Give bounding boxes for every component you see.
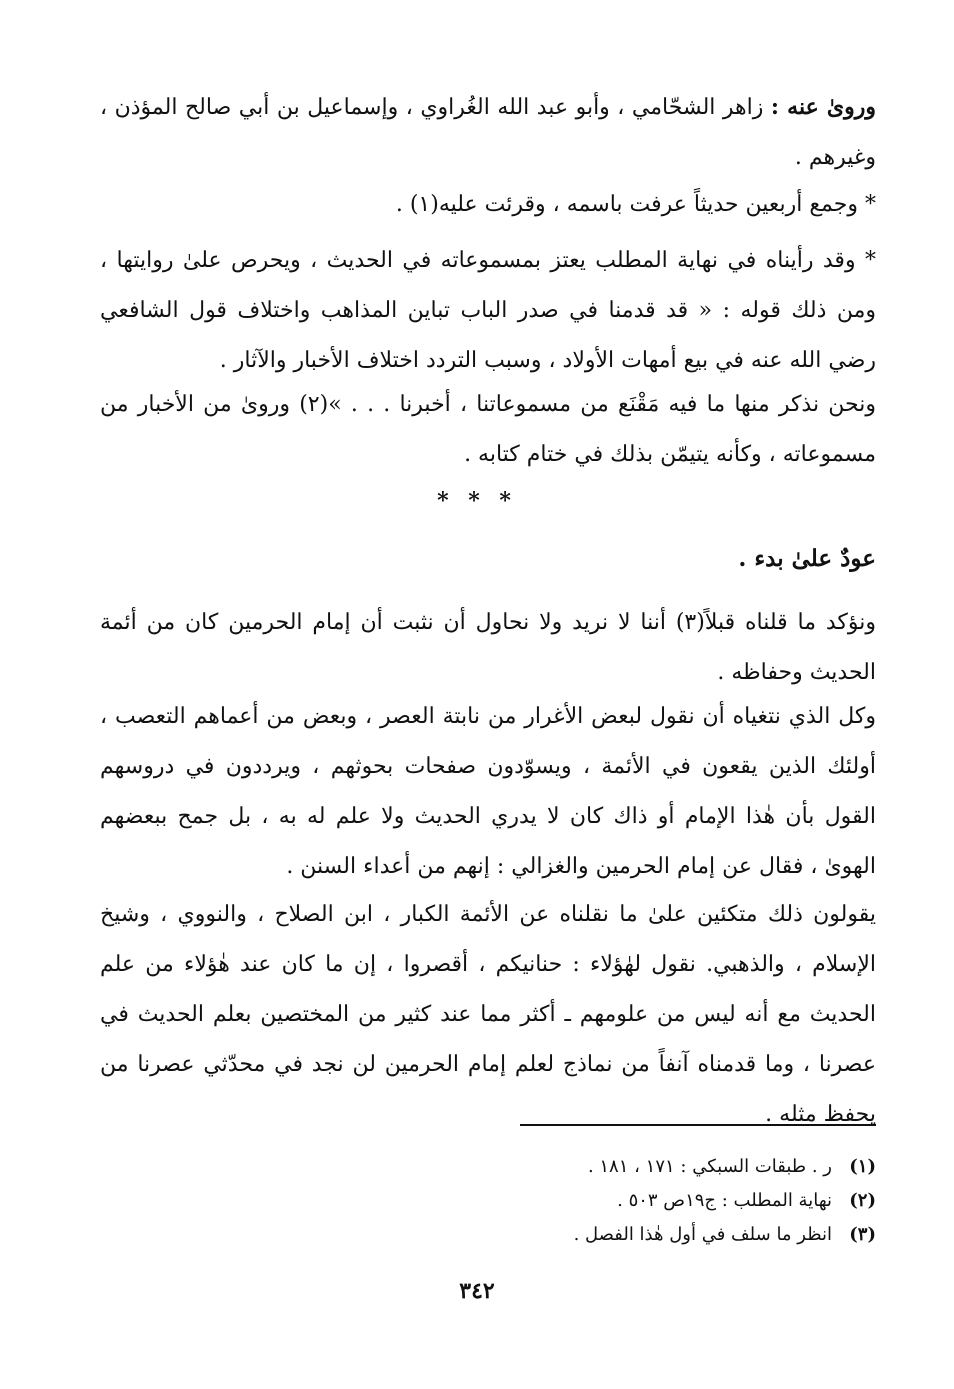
footnote-item — [400, 1150, 876, 1184]
footnote-number: (١) — [849, 1156, 876, 1177]
footnote-item — [400, 1218, 876, 1252]
paragraph-text: زاهر الشحّامي ، وأبو عبد الله الغُراوي ، وإسماعيل بن أبي صالح المؤذن ، وغيرهم . — [100, 95, 876, 170]
footnote-divider — [520, 1124, 876, 1126]
footnote-text: ر . طبقات السبكي : ١٧١ ، ١٨١ . — [587, 1156, 832, 1177]
page-number: ٣٤٢ — [459, 1278, 495, 1304]
footnote-text: انظر ما سلف في أول هٰذا الفصل . — [573, 1224, 832, 1245]
footnote-item — [400, 1184, 876, 1218]
section-heading: عودٌ علىٰ بدء . — [738, 545, 876, 572]
paragraph-response: يقولون ذلك متكئين علىٰ ما نقلناه عن الأئمة الكبار ، ابن الصلاح ، والنووي ، وشيخ الإسلام ، والذهبي. نقول لهٰؤلاء : حنانيكم ، أقصروا ، إن ما كان عند هٰؤلاء من علم الحديث مع أنه ليس من علومهم ـ أكثر مما عند كثير من المختصين بعلم الحديث في عصرنا ، وما قدمناه آنفاً من نماذج لعلم إمام الحرمين لن نجد في محدّثي عصرنا من يحفظ مثله . — [100, 902, 876, 1127]
paragraph-quotation: ونحن نذكر منها ما فيه مَقْنَع من مسموعاتنا ، أخبرنا . . . »(٢) وروىٰ من الأخبار من مسموعاته ، وكأنه يتيمّن بذلك في ختام كتابه . — [100, 392, 876, 467]
paragraph-forty-hadith: * وجمع أربعين حديثاً عرفت باسمه ، وقرئت عليه(١) . — [395, 192, 876, 217]
paragraph-emphasis: ونؤكد ما قلناه قبلاً(٣) أننا لا نريد ولا نحاول أن نثبت أن إمام الحرمين كان من أئمة الحديث وحفاظه . — [100, 610, 876, 685]
paragraph-intent: وكل الذي نتغياه أن نقول لبعض الأغرار من نابتة العصر ، وبعض من أعماهم التعصب ، أولئك الذين يقعون في الأئمة ، ويسوّدون صفحات بحوثهم ، ويرددون في دروسهم القول بأن هٰذا الإمام أو ذاك كان لا يدري الحديث ولا علم له به ، بل جمح ببعضهم الهوىٰ ، فقال عن إمام الحرمين والغزالي : إنهم من أعداء السنن . — [100, 704, 876, 879]
footnotes — [400, 1150, 876, 1252]
paragraph-nihayat-al-matlab: * وقد رأيناه في نهاية المطلب يعتز بمسموعاته في الحديث ، ويحرص علىٰ روايتها ، ومن ذلك قوله : « قد قدمنا في صدر الباب تباين المذاهب واختلاف قول الشافعي رضي الله عنه في بيع أمهات الأولاد ، وسبب التردد اختلاف الأخبار والآثار . — [100, 248, 876, 373]
paragraph-narrators — [100, 82, 876, 183]
footnote-number: (٢) — [849, 1190, 876, 1211]
section-separator: * * * — [437, 488, 517, 514]
footnote-text: نهاية المطلب : ج١٩ص ٥٠٣ . — [617, 1190, 832, 1211]
footnote-number: (٣) — [849, 1224, 876, 1245]
paragraph-lead: ورویٰ عنه : — [770, 94, 876, 120]
